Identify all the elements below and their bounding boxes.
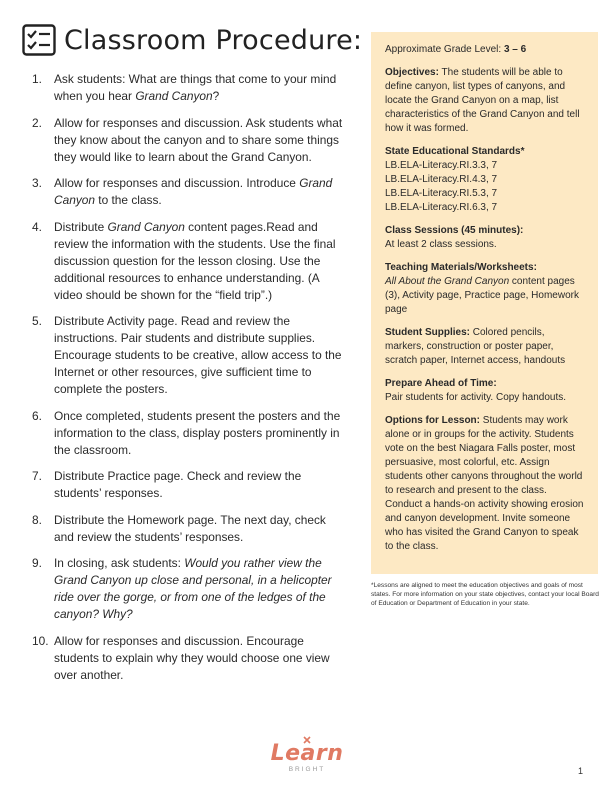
procedure-step xyxy=(32,408,344,459)
step-number: 7. xyxy=(32,469,42,483)
teaching-materials: Teaching Materials/Worksheets: All About the Grand Canyon content pages (3), Activity page, Practice page, Homework page xyxy=(385,262,579,315)
standard-item: LB.ELA-Literacy.RI.5.3, 7 xyxy=(385,188,498,199)
learn-bright-logo: Learn BRIGHT xyxy=(262,736,352,780)
standard-item: LB.ELA-Literacy.RI.6.3, 7 xyxy=(385,202,498,213)
lesson-options: Options for Lesson: Students may work alone or in groups for the activity. Students vote on the best Niagara Falls poster, most persuasive, most colorful, etc. Assign students other canyons throughout the world to research and present to the class. Conduct a hands-on activity showing erosion and canyon development. Invite someone who has visited the Grand Canyon to speak to the class. xyxy=(385,415,584,552)
step-number: 3. xyxy=(32,176,42,190)
procedure-step xyxy=(32,468,344,502)
step-number: 5. xyxy=(32,314,42,328)
step-text: Distribute the Homework page. The next day, check and review the students’ responses. xyxy=(54,512,326,544)
standard-item: LB.ELA-Literacy.RI.4.3, 7 xyxy=(385,174,498,185)
grade-level: Approximate Grade Level: 3 – 6 xyxy=(385,44,527,55)
standards-footnote: *Lessons are aligned to meet the education objectives and goals of most states. For more information on your state objectives, contact your local Board of Education or Department of Education in your state. xyxy=(371,582,599,607)
procedure-step xyxy=(32,219,344,304)
procedure-step xyxy=(32,555,344,623)
procedure-step xyxy=(32,175,344,209)
procedure-step xyxy=(32,633,344,684)
class-sessions: Class Sessions (45 minutes): At least 2 class sessions. xyxy=(385,225,524,250)
prepare-ahead: Prepare Ahead of Time: Pair students for activity. Copy handouts. xyxy=(385,378,567,403)
objectives: Objectives: The students will be able to define canyon, list types of canyons, and locate the Grand Canyon on a map, list characteristics of the Grand Canyon and tell how it was formed. xyxy=(385,67,580,134)
step-text: Distribute Activity page. Read and review the instructions. Pair students and distribute supplies. Encourage students to be creative, allow access to the Internet or other resources, give sufficient time to complete the posters. xyxy=(54,314,342,396)
procedure-step xyxy=(32,313,344,398)
lesson-sidebar xyxy=(371,32,598,574)
step-text: Allow for responses and discussion. Encourage students to explain why they would choose one view over another. xyxy=(54,633,330,682)
step-text: Distribute Practice page. Check and review the students’ responses. xyxy=(54,469,302,500)
standard-item: LB.ELA-Literacy.RI.3.3, 7 xyxy=(385,160,498,171)
step-text: Ask students: What are things that come to your mind when you hear Grand Canyon? xyxy=(54,72,337,103)
step-number: 9. xyxy=(32,556,42,570)
procedure-step xyxy=(32,71,344,105)
procedure-step xyxy=(32,115,344,166)
step-text: Allow for responses and discussion. Introduce Grand Canyon to the class. xyxy=(54,176,333,207)
page-title: Classroom Procedure: xyxy=(64,24,363,56)
procedure-step xyxy=(32,512,344,546)
step-text: Distribute Grand Canyon content pages.Read and review the information with the students. Use the final discussion question for the lesson closing. Use the additional resources to enhance understanding. (A video should be shown for the “field trip”.) xyxy=(54,219,336,302)
step-text: Once completed, students present the posters and the information to the class, display posters prominently in the classroom. xyxy=(54,408,341,457)
step-number: 10. xyxy=(32,633,49,648)
procedure-list xyxy=(32,71,344,693)
step-number: 8. xyxy=(32,512,42,527)
page-number: 1 xyxy=(578,766,584,776)
spark-icon xyxy=(303,736,311,744)
step-number: 2. xyxy=(32,115,42,130)
step-number: 6. xyxy=(32,408,42,423)
step-number: 1. xyxy=(32,72,42,86)
student-supplies: Student Supplies: Colored pencils, markers, construction or poster paper, scratch paper, Internet access, handouts xyxy=(385,327,566,366)
step-text: In closing, ask students: Would you rather view the Grand Canyon up close and personal, in a helicopter ride over the gorge, or from one of the ledges of the canyon? Why? xyxy=(54,556,332,621)
step-number: 4. xyxy=(32,219,42,234)
checklist-icon xyxy=(22,24,56,56)
page-header xyxy=(22,24,362,56)
standards: State Educational Standards* LB.ELA-Literacy.RI.3.3, 7 LB.ELA-Literacy.RI.4.3, 7 LB.ELA-Literacy.RI.5.3, 7 LB.ELA-Literacy.RI.6.3, 7 xyxy=(385,145,584,215)
step-text: Allow for responses and discussion. Ask students what they know about the canyon and to share some things they would like to learn about the Grand Canyon. xyxy=(54,115,343,164)
